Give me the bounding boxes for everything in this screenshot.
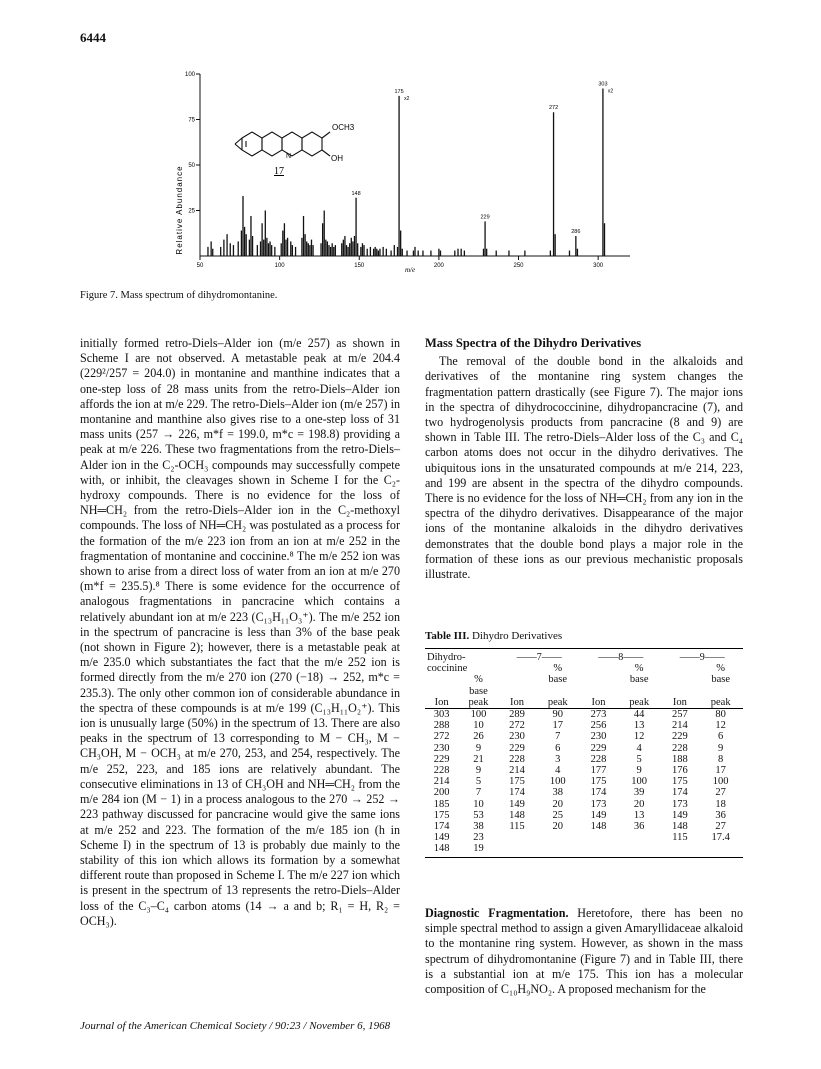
journal-footer: Journal of the American Chemical Society / 90:23 / November 6, 1968	[80, 1020, 391, 1032]
table-cell: 175	[590, 776, 607, 788]
y-tick-label: 100	[184, 72, 195, 78]
table-cell: 25	[552, 809, 563, 821]
ion-head: Ion	[580, 697, 617, 709]
chart-peak-labels	[351, 82, 613, 235]
table-cell: 149	[509, 798, 525, 810]
table-cell: 229	[433, 753, 450, 765]
table-cell: 149	[590, 809, 607, 821]
x-tick-label: 50	[196, 263, 204, 269]
table-cell: 17.4	[711, 832, 730, 844]
y-tick-label: 50	[188, 163, 195, 169]
chart-peaks	[208, 89, 605, 256]
table-cell: 174	[509, 787, 525, 799]
table-cell: 26	[473, 731, 484, 743]
table-cell: 23	[473, 832, 484, 844]
table-cell: 7	[555, 731, 561, 743]
table-cell: 9	[475, 765, 482, 777]
table-cell: 100	[631, 776, 648, 788]
base-label: base	[711, 674, 731, 686]
table-cell: 38	[473, 821, 484, 833]
diagnostic-heading: Diagnostic Fragmentation.	[425, 906, 569, 920]
table-title	[425, 630, 562, 642]
table-cell: 21	[473, 753, 484, 765]
table-cell: 229	[590, 742, 607, 754]
table-cell	[535, 843, 580, 857]
table-row	[425, 743, 743, 754]
table-cell: 115	[509, 821, 525, 833]
table-cell: 174	[433, 821, 450, 833]
table-cell	[580, 832, 617, 843]
table-cell	[698, 843, 743, 857]
table-cell: 39	[633, 787, 645, 799]
table-cell: 3	[555, 753, 561, 765]
base-label: base	[469, 685, 488, 697]
peak-head: peak	[698, 697, 743, 709]
table-cell: 8	[718, 753, 724, 765]
table-cell: 173	[590, 798, 607, 810]
table-cell: 13	[633, 809, 645, 821]
table-cell: 148	[509, 809, 525, 821]
table-cell: 10	[473, 720, 484, 732]
x-tick-label: 100	[274, 263, 285, 269]
table-title-text: Dihydro Derivatives	[471, 630, 563, 642]
table-cell: 272	[433, 731, 450, 743]
table-cell: 36	[633, 821, 645, 833]
base-label: base	[548, 674, 568, 686]
compound-7-head: ——7——	[499, 649, 580, 664]
x-axis-label: m/e	[404, 266, 416, 274]
table-cell: 177	[590, 765, 607, 777]
table-cell: 214	[509, 765, 525, 777]
table-cell: 12	[633, 731, 645, 743]
figure-caption: Figure 7. Mass spectrum of dihydromontanine.	[80, 290, 278, 301]
table-cell: 200	[433, 787, 450, 799]
peak-multiplier: x2	[607, 88, 614, 95]
table-cell: 18	[715, 798, 726, 810]
peak-label: 272	[548, 105, 559, 112]
table-cell: 214	[672, 720, 688, 732]
y-tick-label: 25	[188, 208, 195, 215]
left-column	[80, 336, 400, 929]
table-cell	[499, 832, 536, 843]
table-cell	[580, 843, 617, 857]
table-row	[425, 843, 743, 857]
compound-8-head: ——8——	[580, 649, 661, 664]
table-cell: 175	[672, 776, 688, 788]
table-cell	[617, 832, 662, 843]
base-label: base	[629, 674, 649, 686]
table-cell: 289	[509, 709, 525, 721]
table-cell: 175	[509, 776, 525, 788]
table-cell: 174	[590, 787, 607, 799]
table-cell: 228	[433, 765, 450, 777]
table-row	[425, 810, 743, 821]
table-cell: 273	[590, 709, 607, 721]
diagnostic-paragraph	[425, 906, 743, 997]
table-cell: 148	[672, 821, 688, 833]
table-cell: 53	[473, 809, 484, 821]
table-cell: 90	[552, 709, 563, 721]
table-row	[425, 709, 743, 721]
table-cell	[535, 832, 580, 843]
table-cell: 228	[509, 753, 525, 765]
table-cell: 185	[433, 798, 450, 810]
peak-label: 148	[351, 190, 361, 197]
pct-label: %	[634, 663, 644, 675]
diagnostic-text: Heretofore, there has been no simple spectral method to assign a given Amaryllidaceae alkaloid to the montanine ring system. However, as shown in the mass spectrum of dihydromontanine (Figure 7) and in Table III, there is a substantial ion at m/e 175. This ion has a molecular composition of C₁₀H₉NO₂. A proposed mechanism for the	[425, 906, 743, 997]
table-cell: 256	[590, 720, 607, 732]
table-cell: 148	[590, 821, 607, 833]
table-cell: 17	[552, 720, 563, 732]
peak-head: peak	[458, 697, 498, 709]
table-cell: 80	[715, 709, 726, 721]
table-cell: 27	[715, 787, 726, 799]
col-head-coccinine: coccinine	[427, 663, 468, 675]
x-tick-label: 250	[513, 263, 524, 269]
table-cell: 10	[473, 798, 484, 810]
table-cell: 4	[636, 742, 642, 754]
table-cell: 4	[555, 765, 561, 777]
table-cell: 303	[433, 709, 450, 721]
table-cell: 230	[433, 742, 450, 754]
mass-spectrum-chart	[60, 50, 660, 280]
nitrogen-atom-label: N	[286, 153, 292, 160]
table-cell: 6	[555, 742, 561, 754]
table-cell	[499, 843, 536, 857]
substituent-och3: OCH3	[332, 123, 355, 132]
ion-head: Ion	[499, 697, 536, 709]
peak-head: peak	[535, 697, 580, 709]
section-heading: Mass Spectra of the Dihydro Derivatives	[425, 336, 642, 350]
table-row	[425, 720, 743, 731]
x-tick-label: 150	[354, 263, 365, 269]
right-paragraph: The removal of the double bond in the alkaloids and derivatives of the montanine ring system changes the fragmentation pattern drastically (see Figure 7). The major ions in the spectra of dihydrococcinine, dihydropancracine (7), and two hydrogenolysis products from pancracine (8 and 9) are shown in Table III. The retro-Diels–Alder loss of the C₃ and C₄ carbon atoms does not occur in the dihydro derivatives. The ubiquitous ions in the unsaturated compounds at m/e 214, 223, and 199 are absent in the spectra of the dihydro compounds. There is no evidence for the loss of NH═CH₂ from any ion in the spectra of the dihydro derivatives. Disappearance of the major ions of the montanine alkaloids in the dihydro derivatives demonstrates that the double bond plays a major role in the formation of these ions as our previous mechanistic proposals illustrate.	[425, 354, 743, 582]
table-cell: 20	[633, 798, 645, 810]
dihydro-derivatives-table	[425, 648, 743, 858]
table-cell: 13	[633, 720, 645, 732]
table-cell: 229	[509, 742, 525, 754]
table-cell: 230	[590, 731, 607, 743]
table-row	[425, 765, 743, 776]
x-tick-label: 300	[593, 263, 604, 269]
table-cell: 36	[715, 809, 726, 821]
table-cell: 9	[475, 742, 482, 754]
table-cell: 175	[433, 809, 450, 821]
table-cell: 5	[636, 753, 642, 765]
table-cell	[661, 843, 698, 857]
pct-label: %	[553, 663, 563, 675]
peak-label: 229	[480, 214, 490, 221]
table-cell: 176	[672, 765, 688, 777]
table-cell: 17	[715, 765, 726, 777]
table-cell: 6	[718, 731, 724, 743]
table-cell: 230	[509, 731, 525, 743]
table-cell: 214	[433, 776, 450, 788]
table-row	[425, 754, 743, 765]
molecule-structure-17	[235, 132, 330, 156]
table-cell: 115	[672, 832, 688, 844]
compound-number: 17	[274, 166, 284, 177]
table-cell: 27	[715, 821, 726, 833]
table-row	[425, 799, 743, 810]
table-cell: 229	[672, 731, 688, 743]
table-cell: 228	[590, 753, 607, 765]
table-row	[425, 731, 743, 742]
table-cell: 149	[433, 832, 450, 844]
table-cell: 38	[552, 787, 563, 799]
table-cell: 19	[458, 843, 498, 857]
ion-head: Ion	[661, 697, 698, 709]
table-cell: 9	[636, 765, 642, 777]
peak-label: 303	[598, 81, 608, 88]
table-cell: 272	[509, 720, 525, 732]
table-cell: 12	[715, 720, 726, 732]
y-tick-label: 75	[188, 117, 195, 124]
table-cell: 288	[433, 720, 450, 732]
col-head-dihydro: Dihydro-	[425, 649, 499, 664]
page-number: 6444	[80, 30, 106, 45]
substituent-oh: OH	[331, 154, 343, 163]
table-cell: 5	[475, 776, 482, 788]
table-row	[425, 787, 743, 798]
peak-label: 286	[571, 228, 581, 235]
table-cell	[617, 843, 662, 857]
peak-label: 175	[394, 88, 404, 95]
table-body	[425, 709, 743, 858]
table-cell: 44	[633, 709, 645, 721]
table-cell: 20	[552, 798, 563, 810]
ion-head: Ion	[425, 697, 458, 709]
table-cell: 20	[552, 821, 563, 833]
table-row	[425, 821, 743, 832]
x-tick-label: 200	[433, 263, 444, 269]
table-cell: 100	[712, 776, 729, 788]
table-cell: 188	[672, 753, 688, 765]
left-paragraph: initially formed retro-Diels–Alder ion (m/e 257) as shown in Scheme I are not observed. A metastable peak at m/e 204.4 (229²/257 = 204.0) in montanine and manthine indicates that a one-step loss of 28 mass units from the retro-Diels–Alder ion affords the ion at m/e 229. The retro-Diels–Alder ion (m/e 257) in montanine and manthine also gives rise to a one-step loss of 31 mass units (257 → 226, m*f = 199.0, m*c = 198.8) providing a peak at m/e 226. These two fragmentations from the retro-Diels–Alder ion in the C₂-OCH₃ compounds may successfully compete with, or inhibit, the cleavages shown in Scheme I for the C₂-hydroxy compounds. There is no evidence for the loss of NH═CH₂ from the retro-Diels–Alder ion in the C₂-methoxyl compounds. The loss of NH═CH₂ was postulated as a process for the formation of the m/e 223 ion from an ion at m/e 252 in the fragmentation of montanine and coccinine.⁸ The m/e 252 ion was shown to arise from a direct loss of water from an ion at m/e 270 (m*f = 235.5).⁸ There is some evidence for the occurrence of analogous fragmentations in pancracine which contains a relatively abundant ion at m/e 223 (C₁₃H₁₁O₃⁺). The m/e 252 ion in the spectrum of pancracine is less than 3% of the base peak (not shown in Figure 2); however, there is a metastable peak at m/e 235.0 which substantiates the fact that the m/e 252 ion is formed directly from the m/e 270 ion (270 (−18) → 252, m*c = 235.3). The only other common ion of considerable abundance in the spectra of these compounds is at m/e 199 (C₁₃H₁₁O₂⁺). This ion is unusually large (50%) in the spectrum of 13. There are also peaks in the spectrum of 13 corresponding to M − CH₃, M − CH₃OH, M − OCH₃ at m/e 270, 253, and 254, respectively. The m/e 252, 223, and 185 ions are relatively abundant. The consecutive eliminations in 13 of CH₃OH and NH═CH₂ from the m/e 284 ion (M − 1) in a process analogous to the 270 → 252 → 223 pathway discussed for pancracine would give the same ions at m/e 252 and 223. The formation of the m/e 185 ion (h in Scheme I) in the spectrum of 13 is probably due mainly to the stability of this ion which allows its formation by a somewhat different route than proposed in Scheme I. The m/e 227 ion which is present in the spectrum of 13 represents the retro-Diels–Alder loss of the C₃–C₄ carbon atoms (14 → a and b; R₁ = H, R₂ = OCH₃).	[80, 336, 400, 928]
right-column	[425, 336, 743, 582]
table-cell: 149	[672, 809, 688, 821]
table-cell: 228	[672, 742, 688, 754]
table-cell: 257	[672, 709, 688, 721]
table-cell: 173	[672, 798, 688, 810]
pct-label: %	[474, 674, 483, 686]
table-cell: 7	[475, 787, 482, 799]
y-axis-label: Relative Abundance	[175, 165, 184, 255]
table-label: Table III.	[425, 630, 470, 642]
table-cell: 100	[470, 709, 487, 721]
peak-head: peak	[617, 697, 662, 709]
peak-multiplier: x2	[404, 95, 410, 102]
compound-9-head: ——9——	[661, 649, 743, 664]
table-cell: 100	[549, 776, 566, 788]
table-row	[425, 776, 743, 787]
table-row	[425, 832, 743, 843]
table-cell: 148	[425, 843, 458, 857]
pct-label: %	[716, 663, 726, 675]
table-cell: 9	[718, 742, 724, 754]
table-cell: 174	[672, 787, 688, 799]
